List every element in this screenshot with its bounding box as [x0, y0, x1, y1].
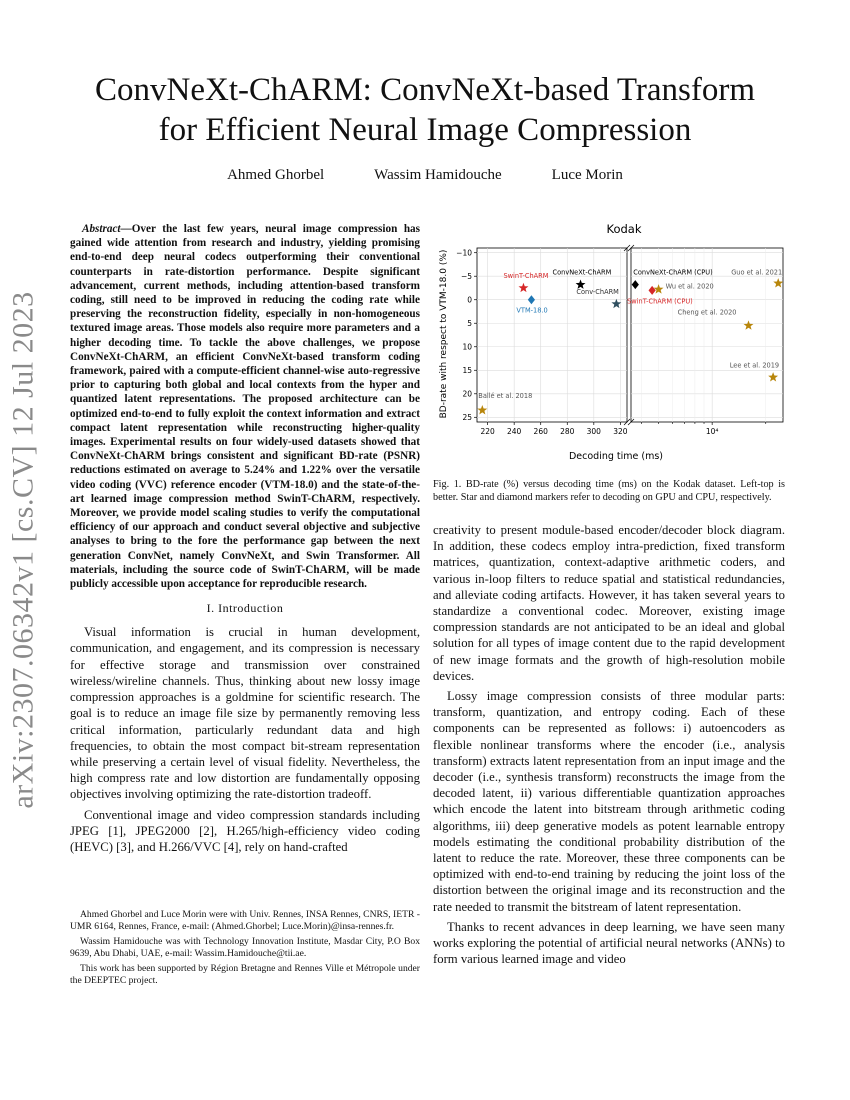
chart-title: Kodak [606, 222, 642, 236]
paragraph: Lossy image compression consists of three modular parts: transform, quantization, and entropy coding. Each of these components can be represented as follows: i) autoencoders as flexible nonlinear transforms where the encoder (i.e., analysis transform) extracts latent representation from an input image and the decoder (i.e., synthesis transform) reconstructs the image from the decoded latent, ii) various differentiable quantization approaches which encode the latent into bitstream through arithmetic coding algorithms, iii) deep generative models as potent learnable entropy models estimating the conditional probability distribution of the latent to reduce the rate. Moreover, these three components can be optimized with end-to-end training by reducing the joint loss of the distortion between the original image and its reconstruction and the rate needed to transmit the bitstream of latent representation. [433, 689, 785, 914]
data-point-star [773, 278, 783, 287]
data-point-diamond [649, 286, 656, 295]
footnote: Wassim Hamidouche was with Technology Innovation Institute, Masdar City, P.O Box 9639, Abu Dhabi, UAE, e-mail: Wassim.Hamidouche@tii.ae. [70, 936, 420, 959]
y-tick-label: 20 [462, 389, 472, 399]
paper-title [60, 70, 790, 150]
figure-caption: Fig. 1. BD-rate (%) versus decoding time (ms) on the Kodak dataset. Left-top is better. Star and diamond markers refer to decoding on GPU and CPU, respectively. [433, 479, 785, 503]
y-tick-label: 15 [462, 365, 472, 375]
author-3: Luce Morin [551, 167, 623, 183]
x-tick-label: 220 [480, 427, 495, 436]
arxiv-stamp [4, 291, 44, 809]
abstract [70, 222, 420, 591]
footnote: Ahmed Ghorbel and Luce Morin were with Univ. Rennes, INSA Rennes, CNRS, IETR - UMR 6164, Rennes, France, e-mail: (Ahmed.Ghorbel; Luce.Morin)@insa-rennes.fr. [70, 909, 420, 932]
y-tick-label: −5 [460, 271, 472, 281]
footnote: This work has been supported by Région Bretagne and Rennes Ville et Métropole under the DEEPTEC project. [70, 963, 420, 986]
data-point-label: Lee et al. 2019 [729, 361, 780, 370]
data-point-diamond [528, 295, 535, 304]
data-point-label: Ballé et al. 2018 [478, 392, 533, 401]
y-tick-label: 10 [462, 342, 472, 352]
left-column [70, 222, 420, 859]
arxiv-stamp-text: arXiv:2307.06342v1 [cs.CV] 12 Jul 2023 [7, 291, 41, 809]
title-line-2: for Efficient Neural Image Compression [158, 112, 692, 148]
x-tick-label: 10⁴ [705, 427, 719, 436]
footnotes [70, 909, 420, 990]
x-tick-label: 300 [586, 427, 601, 436]
paragraph: Visual information is crucial in human development, communication, and engagement, and its compression is necessary for effective storage and transmission over constrained wireless/wireline channels. Thus, thinking about new lossy image compression approaches is a goldmine for scientific research. The goal is to reduce an image file size by permanently removing less critical information, particularly redundant data and high frequencies, to obtain the most compact bit-stream representation while preserving a certain level of visual fidelity. Nevertheless, the high compress rate and low distortion are fundamentally opposing objectives involving optimizing the rate-distortion tradeoff. [70, 625, 420, 802]
data-point-diamond [632, 280, 639, 289]
data-point-label: Cheng et al. 2020 [677, 308, 737, 317]
data-point-label: SwinT-ChARM (CPU) [627, 297, 693, 306]
abstract-lead: Abstract [82, 223, 121, 235]
section-heading-introduction: I. Introduction [206, 601, 284, 616]
data-point-label: SwinT-ChARM [503, 271, 549, 280]
author-1: Ahmed Ghorbel [227, 167, 325, 183]
paragraph: Conventional image and video compression standards including JPEG [1], JPEG2000 [2], H.265/high-efficiency video coding (HEVC) [3], and H.266/VVC [4], rely on hand-crafted [70, 807, 420, 854]
paragraph: Thanks to recent advances in deep learning, we have seen many works exploring the potential of artificial neural networks (ANNs) to form various learned image and video [433, 919, 785, 967]
figure-1 [433, 222, 785, 472]
left-body-text [70, 624, 420, 855]
data-point-label: Wu et al. 2020 [665, 282, 714, 291]
chart-y-axis-label: BD-rate with respect to VTM-18.0 (%) [439, 249, 449, 419]
x-tick-label: 320 [613, 427, 628, 436]
right-column [433, 222, 785, 971]
chart-x-axis-label: Decoding time (ms) [568, 451, 664, 462]
author-2: Wassim Hamidouche [374, 167, 502, 183]
data-point-star [611, 299, 621, 308]
x-tick-label: 240 [507, 427, 522, 436]
right-body-text [433, 522, 785, 967]
x-tick-label: 280 [560, 427, 575, 436]
data-point-label: ConvNeXt-ChARM (CPU) [633, 268, 713, 277]
author-list [60, 167, 790, 184]
data-point-star [768, 372, 778, 381]
data-point-star [744, 320, 754, 329]
abstract-text: —Over the last few years, neural image compression has gained wide attention from research and industry, yielding promising end-to-end deep neural codecs outperforming their conventional counterparts in rate-distortion performance. Despite significant advancement, current methods, including attention-based transform coding, still need to be improved in reducing the coding rate while preserving the reconstruction fidelity, especially in non-homogeneous textured image areas. Those models also require more parameters and a higher decoding time. To tackle the above challenges, we propose ConvNeXt-ChARM, an efficient ConvNeXt-based transform coding framework, paired with a compute-efficient channel-wise auto-regressive prior to capturing both global and local contexts from the hyper and quantized latent representations. The proposed architecture can be optimized end-to-end to fully exploit the context information and extract compact latent representation while reconstructing higher-quality images. Experimental results on four widely-used datasets showed that ConvNeXt-ChARM brings consistent and significant BD-rate (PSNR) reductions estimated on average to 5.24% and 1.22% over the versatile video coding (VVC) reference encoder (VTM-18.0) and the state-of-the-art learned image compression method SwinT-ChARM, respectively. Moreover, we provide model scaling studies to verify the computational efficiency of our approach and conduct several objective and subjective analyses to bring to the fore the performance gap between the next generation ConvNet, namely ConvNeXt, and Swin Transformer. All materials, including the source code of SwinT-ChARM, will be made publicly accessible upon acceptance for reproducible research. [70, 223, 420, 591]
title-line-1: ConvNeXt-ChARM: ConvNeXt-based Transform [95, 72, 755, 108]
x-tick-label: 260 [533, 427, 548, 436]
y-tick-label: −10 [456, 248, 472, 258]
data-point-label: ConvNeXt-ChARM [552, 268, 612, 277]
y-tick-label: 5 [467, 318, 472, 328]
data-point-label: VTM-18.0 [516, 306, 548, 315]
data-point-star [477, 405, 487, 414]
data-point-label: Conv-ChARM [576, 287, 619, 296]
bd-rate-chart [433, 222, 785, 472]
data-point-star [519, 283, 529, 292]
y-tick-label: 25 [462, 412, 472, 422]
data-point-label: Guo et al. 2021 [731, 268, 783, 277]
paragraph: creativity to present module-based encoder/decoder block diagram. In addition, these codecs employ intra-prediction, fixed transform matrices, quantization, context-adaptive arithmetic coders, and various in-loop filters to reduce spatial and statistical redundancies, and alleviate coding artifacts. However, it has taken several years to standardize a conventional codec. Moreover, existing image compression standards are not anticipated to be an ideal and global solution for all types of image content due to the rapid development of new image formats and the growth of high-resolution mobile devices. [433, 523, 785, 683]
y-tick-label: 0 [467, 295, 472, 305]
